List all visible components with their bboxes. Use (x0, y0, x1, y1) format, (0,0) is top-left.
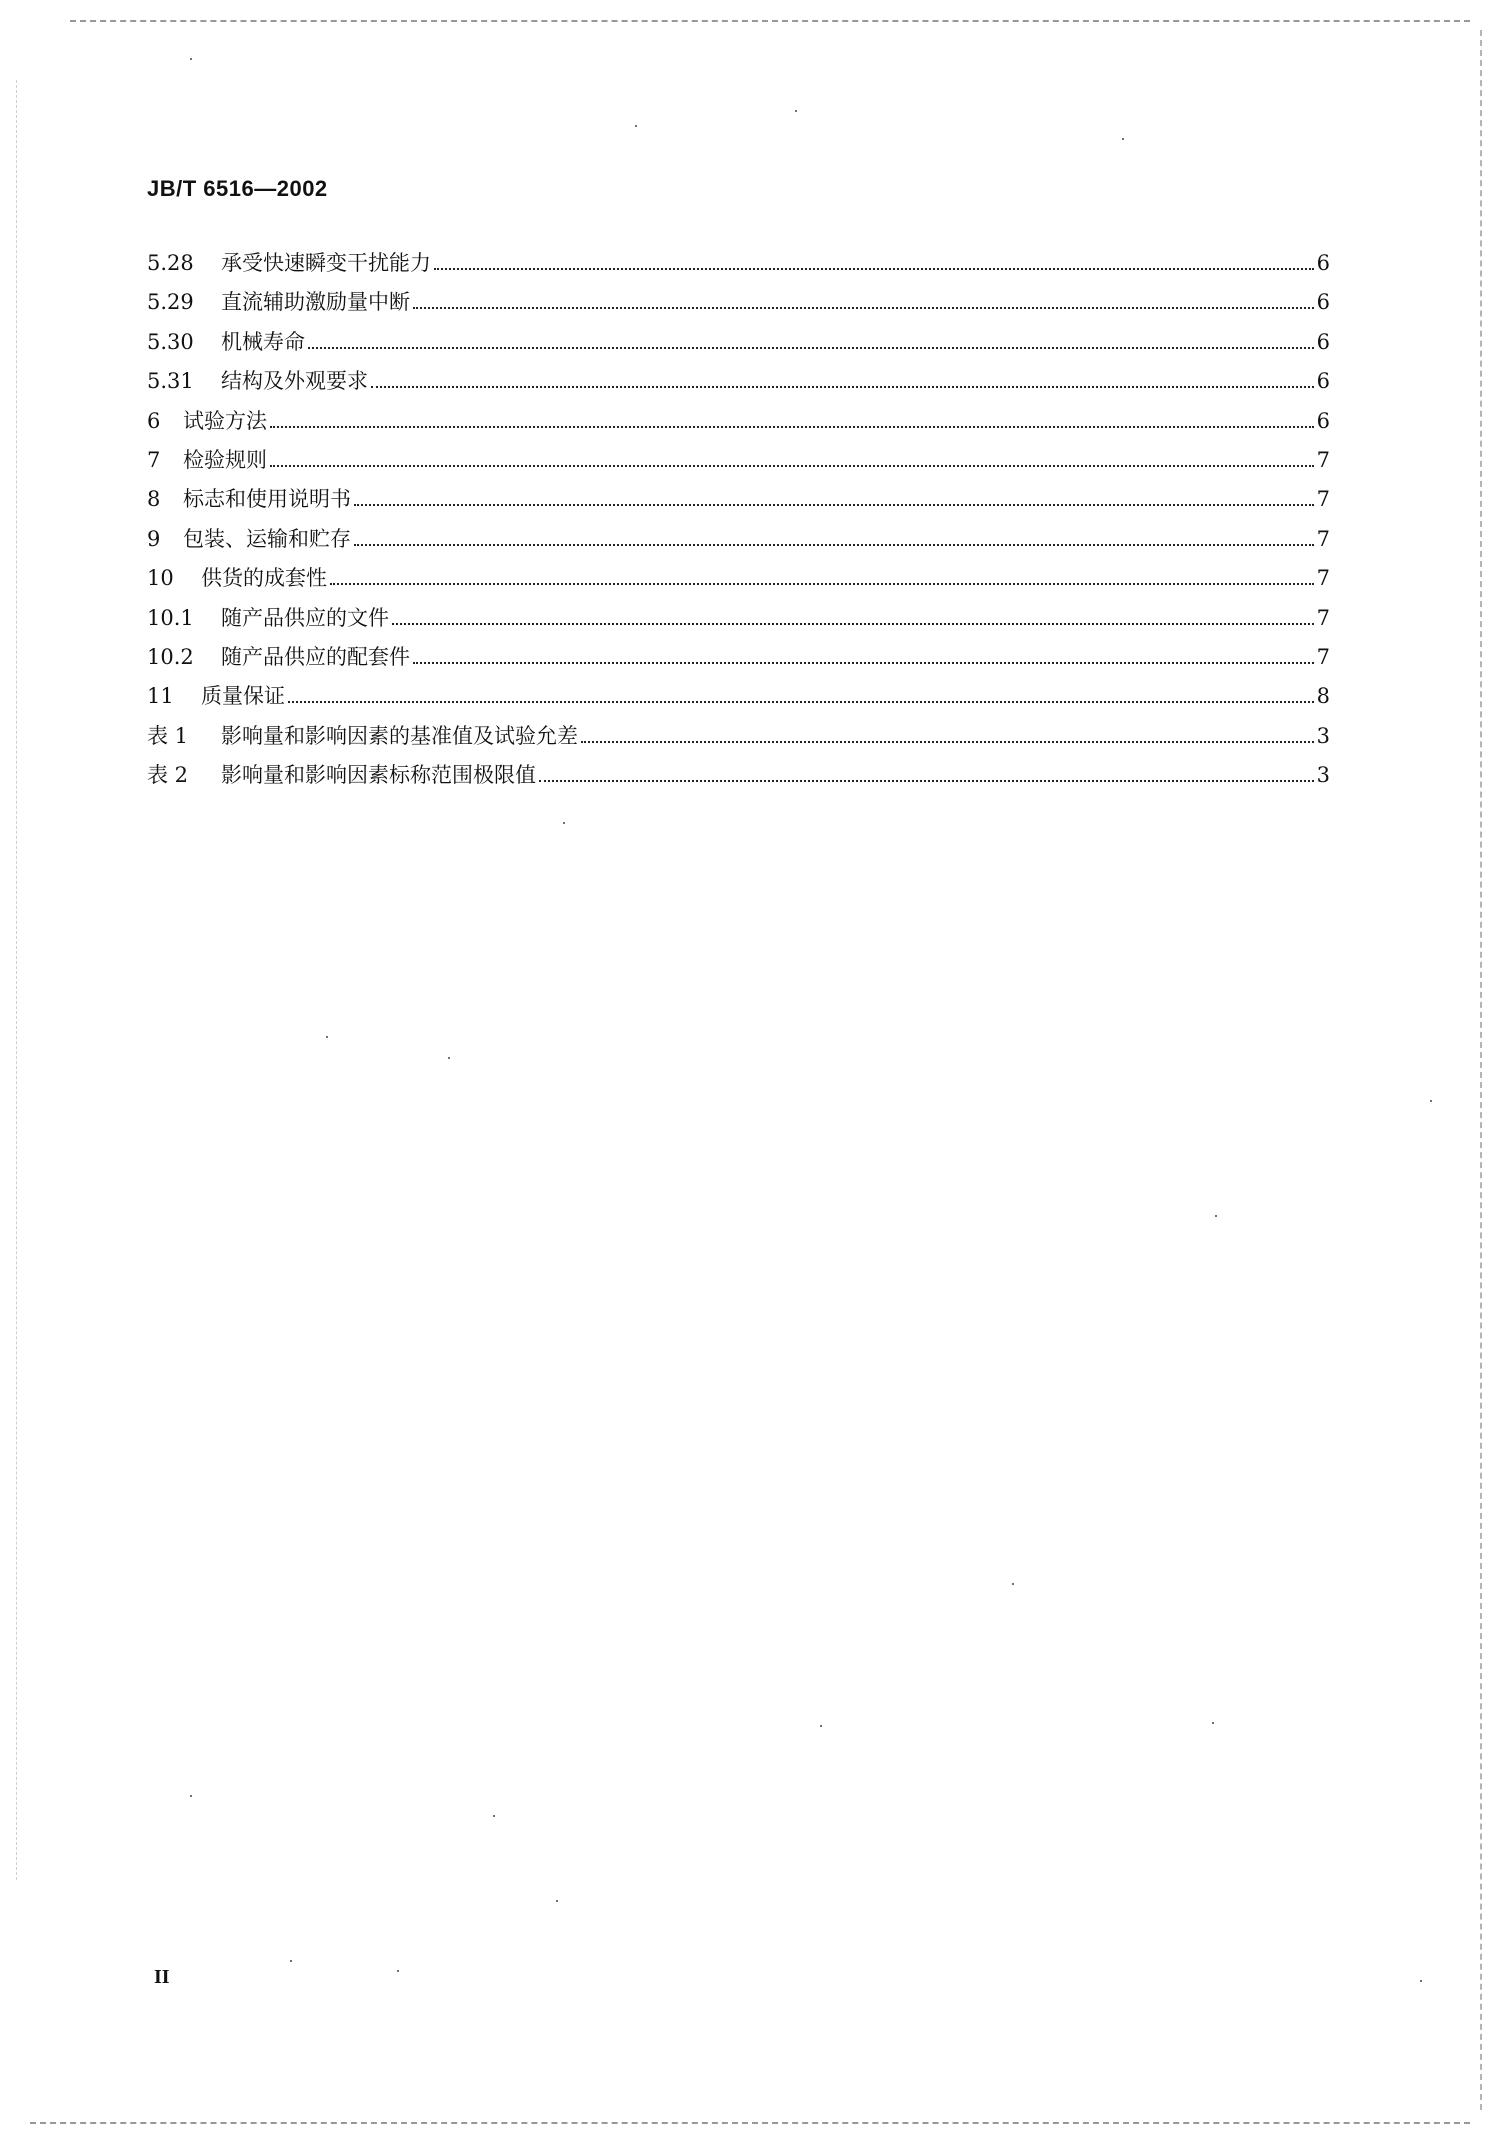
toc-entry[interactable] (147, 680, 1330, 719)
toc-entry-title: 试验方法 (183, 408, 267, 433)
dot-leader (308, 347, 1314, 349)
toc-entry-title: 影响量和影响因素的基准值及试验允差 (221, 723, 578, 748)
scan-edge-bottom (30, 2122, 1470, 2124)
toc-entry-number: 10.1 (147, 605, 194, 630)
toc-entry-page: 7 (1316, 605, 1330, 630)
toc-entry-title: 检验规则 (183, 447, 267, 472)
scan-speck (563, 822, 565, 824)
toc-entry-number: 5.29 (147, 290, 194, 315)
toc-entry-number: 11 (147, 684, 174, 709)
toc-entry-title: 供货的成套性 (201, 566, 327, 591)
toc-entry-page: 7 (1316, 566, 1330, 591)
toc-entry-page: 7 (1316, 487, 1330, 512)
dot-leader (581, 741, 1314, 743)
dot-leader (288, 701, 1314, 703)
toc-entry-title: 标志和使用说明书 (183, 487, 351, 512)
scan-speck (326, 1036, 328, 1038)
toc-entry[interactable] (147, 286, 1330, 325)
toc-entry-title: 质量保证 (201, 684, 285, 709)
toc-entry-title: 包装、运输和贮存 (183, 526, 351, 551)
toc-entry-number: 5.31 (147, 369, 194, 394)
toc-entry-title: 承受快速瞬变干扰能力 (221, 251, 431, 275)
toc-entry-page: 6 (1316, 369, 1330, 394)
toc-entry[interactable] (147, 444, 1330, 483)
scan-speck (1122, 138, 1124, 140)
toc-entry-page: 7 (1316, 447, 1330, 472)
dot-leader (270, 465, 1314, 467)
dot-leader (371, 386, 1314, 388)
scan-speck (190, 1795, 192, 1797)
scan-speck (635, 125, 637, 127)
standard-number-header: JB/T 6516—2002 (147, 176, 328, 201)
dot-leader (539, 780, 1314, 782)
toc-entry-title: 直流辅助激励量中断 (221, 290, 410, 315)
dot-leader (330, 583, 1314, 585)
scan-speck (290, 1960, 292, 1962)
toc-entry-title: 结构及外观要求 (221, 369, 368, 394)
dot-leader (270, 426, 1314, 428)
table-of-contents (147, 247, 1330, 798)
toc-entry-page: 7 (1316, 644, 1330, 669)
scan-speck (493, 1815, 495, 1817)
scan-speck (1430, 1100, 1432, 1102)
toc-entry-number: 6 (147, 408, 161, 433)
scan-speck (397, 1970, 399, 1972)
toc-table-entry[interactable] (147, 720, 1330, 759)
dot-leader (392, 623, 1314, 625)
scan-speck (448, 1057, 450, 1059)
toc-entry-page: 7 (1316, 526, 1330, 551)
toc-entry[interactable] (147, 562, 1330, 601)
toc-entry-number: 7 (147, 447, 161, 472)
toc-entry-page: 6 (1316, 290, 1330, 315)
toc-entry-page: 3 (1316, 763, 1330, 788)
scan-speck (795, 110, 797, 112)
toc-entry-number: 9 (147, 526, 161, 551)
toc-entry-title: 随产品供应的文件 (221, 605, 389, 630)
toc-entry-page: 6 (1316, 251, 1330, 275)
toc-entry-page: 3 (1316, 723, 1330, 748)
toc-entry-number: 表 1 (147, 723, 189, 748)
toc-entry-title: 影响量和影响因素标称范围极限值 (221, 763, 536, 788)
scan-speck (1215, 1215, 1217, 1217)
toc-entry[interactable] (147, 365, 1330, 404)
toc-entry[interactable] (147, 405, 1330, 444)
scan-speck (1012, 1583, 1014, 1585)
toc-entry-number: 10 (147, 566, 174, 591)
dot-leader (354, 544, 1314, 546)
toc-entry[interactable] (147, 641, 1330, 680)
toc-entry-number: 5.30 (147, 329, 194, 354)
scan-speck (820, 1725, 822, 1727)
toc-entry[interactable] (147, 326, 1330, 365)
dot-leader (434, 268, 1314, 270)
toc-entry-number: 10.2 (147, 644, 194, 669)
page-number: II (154, 1966, 170, 1988)
scan-edge-right (1480, 30, 1482, 2110)
toc-entry-page: 6 (1316, 329, 1330, 354)
scan-speck (556, 1900, 558, 1902)
dot-leader (354, 504, 1314, 506)
toc-entry[interactable] (147, 602, 1330, 641)
scan-edge-top (70, 20, 1470, 22)
toc-entry-page: 8 (1316, 684, 1330, 709)
toc-entry-title: 随产品供应的配套件 (221, 644, 410, 669)
toc-entry[interactable] (147, 247, 1330, 286)
scan-speck (1212, 1722, 1214, 1724)
scan-speck (190, 58, 192, 60)
toc-entry-title: 机械寿命 (221, 329, 305, 354)
toc-entry[interactable] (147, 523, 1330, 562)
toc-entry-number: 5.28 (147, 251, 194, 275)
scan-edge-left (16, 80, 17, 1880)
toc-entry[interactable] (147, 483, 1330, 522)
toc-entry-page: 6 (1316, 408, 1330, 433)
toc-table-entry[interactable] (147, 759, 1330, 798)
dot-leader (413, 662, 1314, 664)
toc-entry-number: 表 2 (147, 763, 189, 788)
dot-leader (413, 307, 1314, 309)
scan-speck (1420, 1980, 1422, 1982)
toc-entry-number: 8 (147, 487, 161, 512)
